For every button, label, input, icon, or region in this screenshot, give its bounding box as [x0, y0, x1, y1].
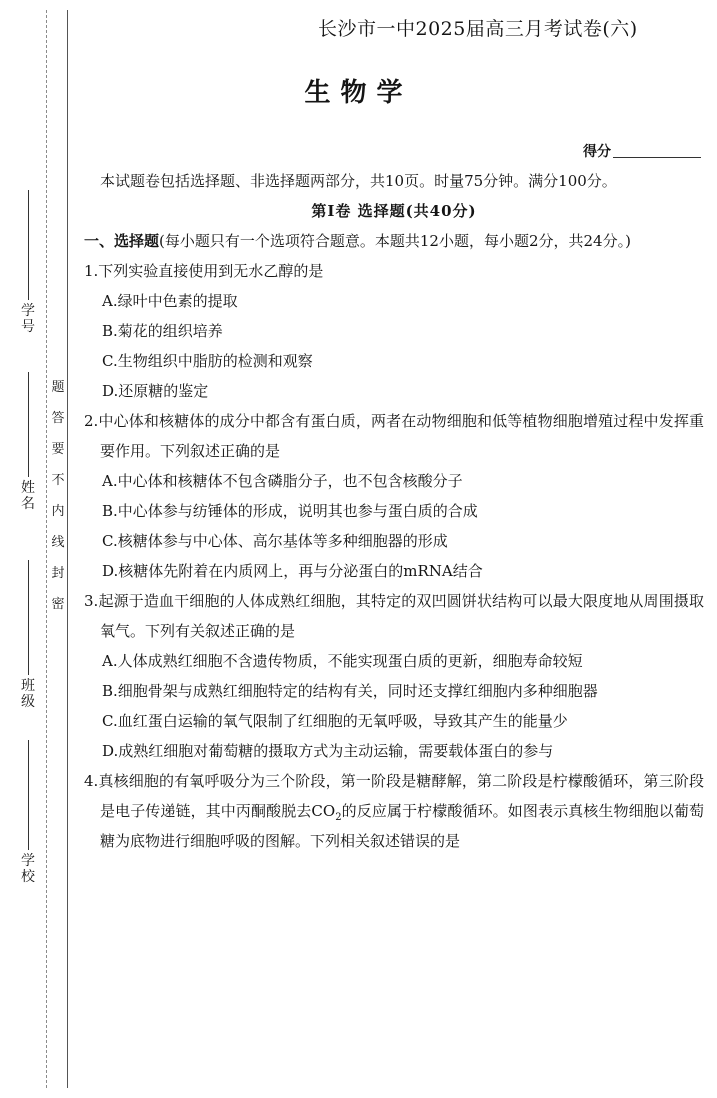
question-stem: 3.起源于造血干细胞的人体成熟红细胞，其特定的双凹圆饼状结构可以最大限度地从周围摄取氧气。下列有关叙述正确的是 [84, 592, 704, 640]
student-name-label: 姓 名 [21, 480, 35, 512]
option-d[interactable]: D.核糖体先附着在内质网上，再与分泌蛋白的mRNA结合 [102, 562, 483, 580]
question-3 [84, 586, 704, 766]
option-a[interactable]: A.绿叶中色素的提取 [102, 292, 238, 310]
question-1 [84, 256, 704, 406]
exam-intro: 本试题卷包括选择题、非选择题两部分，共10页。时量75分钟。满分100分。 [100, 172, 617, 190]
question-stem: 4.真核细胞的有氧呼吸分为三个阶段，第一阶段是糖酵解，第二阶段是柠檬酸循环，第三阶段是电子传递链，其中丙酮酸脱去$CO_2$的反应属于柠檬酸循环。如图表示真核生物细胞以葡萄糖为底物进行细胞呼吸的图解。下列相关叙述错误的是 [84, 772, 704, 850]
option-b[interactable]: B.中心体参与纺锤体的形成，说明其也参与蛋白质的合成 [102, 502, 478, 520]
question-2 [84, 406, 704, 586]
part-one-title: 第Ⅰ卷 选择题(共40分) [311, 202, 477, 220]
option-a[interactable]: A.人体成熟红细胞不含遗传物质，不能实现蛋白质的更新，细胞寿命较短 [102, 652, 583, 670]
student-name-field[interactable] [14, 372, 42, 515]
binding-margin-rule [67, 10, 68, 1088]
school-label: 学 校 [21, 853, 35, 885]
binding-margin [0, 0, 80, 1098]
no-answer-zone-warning: 题 答 要 不 内 线 封 密 [51, 380, 65, 612]
option-d[interactable]: D.还原糖的鉴定 [102, 382, 209, 400]
score-label: 得分 [583, 144, 611, 160]
student-id-blank[interactable] [28, 190, 29, 300]
section-heading: 一、选择题 [84, 232, 160, 250]
school-blank[interactable] [28, 740, 29, 850]
exam-title: 长沙市一中2025届高三月考试卷(六) [318, 18, 638, 40]
option-c[interactable]: C.血红蛋白运输的氧气限制了红细胞的无氧呼吸，导致其产生的能量少 [102, 712, 568, 730]
score-field[interactable] [583, 141, 701, 161]
option-c[interactable]: C.核糖体参与中心体、高尔基体等多种细胞器的形成 [102, 532, 448, 550]
option-b[interactable]: B.细胞骨架与成熟红细胞特定的结构有关，同时还支撑红细胞内多种细胞器 [102, 682, 598, 700]
question-4 [84, 766, 704, 856]
class-field[interactable] [14, 560, 42, 713]
exam-content [84, 166, 704, 856]
student-name-blank[interactable] [28, 372, 29, 477]
subject-title: 生物学 [304, 78, 413, 108]
question-stem: 1.下列实验直接使用到无水乙醇的是 [84, 262, 324, 280]
student-id-field[interactable] [14, 190, 42, 338]
class-label: 班 级 [21, 678, 35, 710]
question-stem: 2.中心体和核糖体的成分中都含有蛋白质，两者在动物细胞和低等植物细胞增殖过程中发挥重要作用。下列叙述正确的是 [84, 412, 704, 460]
class-blank[interactable] [28, 560, 29, 675]
binding-fold-line [46, 10, 47, 1088]
option-d[interactable]: D.成熟红细胞对葡萄糖的摄取方式为主动运输，需要载体蛋白的参与 [102, 742, 554, 760]
score-blank[interactable] [613, 157, 701, 158]
student-id-label: 学 号 [21, 303, 35, 335]
school-field[interactable] [14, 740, 42, 888]
option-c[interactable]: C.生物组织中脂肪的检测和观察 [102, 352, 313, 370]
section-one-title [84, 226, 704, 256]
option-a[interactable]: A.中心体和核糖体不包含磷脂分子，也不包含核酸分子 [102, 472, 463, 490]
option-b[interactable]: B.菊花的组织培养 [102, 322, 223, 340]
section-description: (每小题只有一个选项符合题意。本题共12小题，每小题2分，共24分。) [159, 232, 631, 250]
